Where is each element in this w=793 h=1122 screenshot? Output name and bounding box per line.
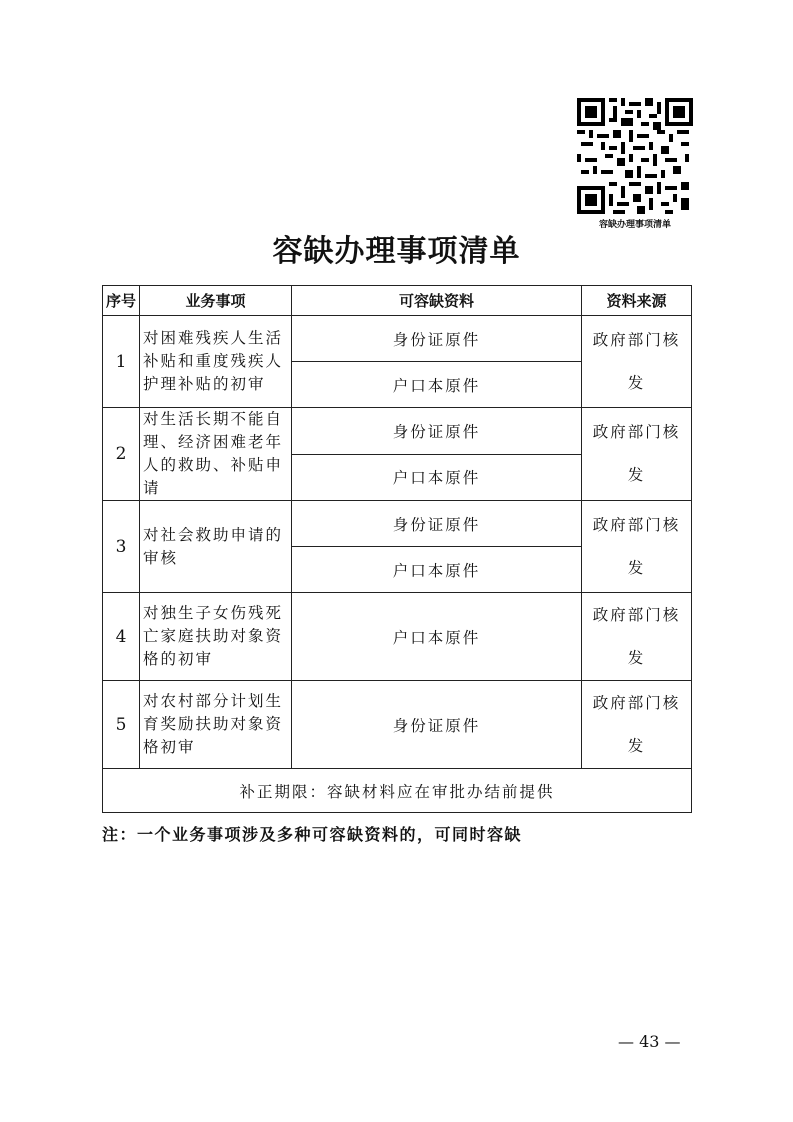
row-material: 身份证原件 <box>292 681 582 769</box>
row-source-line1: 政府部门核 <box>592 515 681 534</box>
row-material: 身份证原件 <box>292 408 582 455</box>
row-material: 身份证原件 <box>292 501 582 547</box>
row-source-line2: 发 <box>627 466 646 484</box>
row-no: 3 <box>103 501 140 593</box>
page-title: 容缺办理事项清单 <box>272 234 521 269</box>
row-no: 4 <box>103 593 140 681</box>
row-source <box>582 681 692 769</box>
header-item: 业务事项 <box>140 286 292 316</box>
row-item: 对生活长期不能自理、经济困难老年人的救助、补贴申请 <box>140 408 292 501</box>
matters-table <box>102 285 692 813</box>
row-source <box>582 316 692 408</box>
header-materials: 可容缺资料 <box>292 286 582 316</box>
table-footer-row <box>103 769 692 813</box>
row-item: 对困难残疾人生活补贴和重度残疾人护理补贴的初审 <box>140 316 292 408</box>
table-footer: 补正期限：容缺材料应在审批办结前提供 <box>103 769 692 813</box>
row-material: 户口本原件 <box>292 547 582 593</box>
header-no: 序号 <box>103 286 140 316</box>
row-no: 1 <box>103 316 140 408</box>
row-source-line2: 发 <box>627 373 646 392</box>
row-source-line1: 政府部门核 <box>592 423 681 441</box>
table-row <box>103 593 692 681</box>
footnote: 注：一个业务事项涉及多种可容缺资料的，可同时容缺 <box>102 825 523 844</box>
table-row <box>103 681 692 769</box>
row-item: 对独生子女伤残死亡家庭扶助对象资格的初审 <box>140 593 292 681</box>
page-number: — 43 — <box>618 1032 681 1051</box>
table-row <box>103 316 692 362</box>
header-source: 资料来源 <box>582 286 692 316</box>
row-source <box>582 408 692 501</box>
row-no: 2 <box>103 408 140 501</box>
qr-code-icon <box>577 98 693 214</box>
row-material: 户口本原件 <box>292 362 582 408</box>
row-source-line1: 政府部门核 <box>592 605 681 624</box>
row-source-line1: 政府部门核 <box>592 330 681 349</box>
row-material: 身份证原件 <box>292 316 582 362</box>
row-source-line1: 政府部门核 <box>592 693 681 712</box>
table-header-row <box>103 286 692 316</box>
row-item: 对社会救助申请的审核 <box>140 501 292 593</box>
row-item: 对农村部分计划生育奖励扶助对象资格初审 <box>140 681 292 769</box>
row-material: 户口本原件 <box>292 454 582 501</box>
row-material: 户口本原件 <box>292 593 582 681</box>
row-source <box>582 593 692 681</box>
row-no: 5 <box>103 681 140 769</box>
row-source-line2: 发 <box>627 558 646 577</box>
row-source-line2: 发 <box>627 648 646 667</box>
row-source <box>582 501 692 593</box>
table-row <box>103 501 692 547</box>
row-source-line2: 发 <box>627 736 646 755</box>
table-row <box>103 408 692 455</box>
qr-caption: 容缺办理事项清单 <box>598 220 671 230</box>
